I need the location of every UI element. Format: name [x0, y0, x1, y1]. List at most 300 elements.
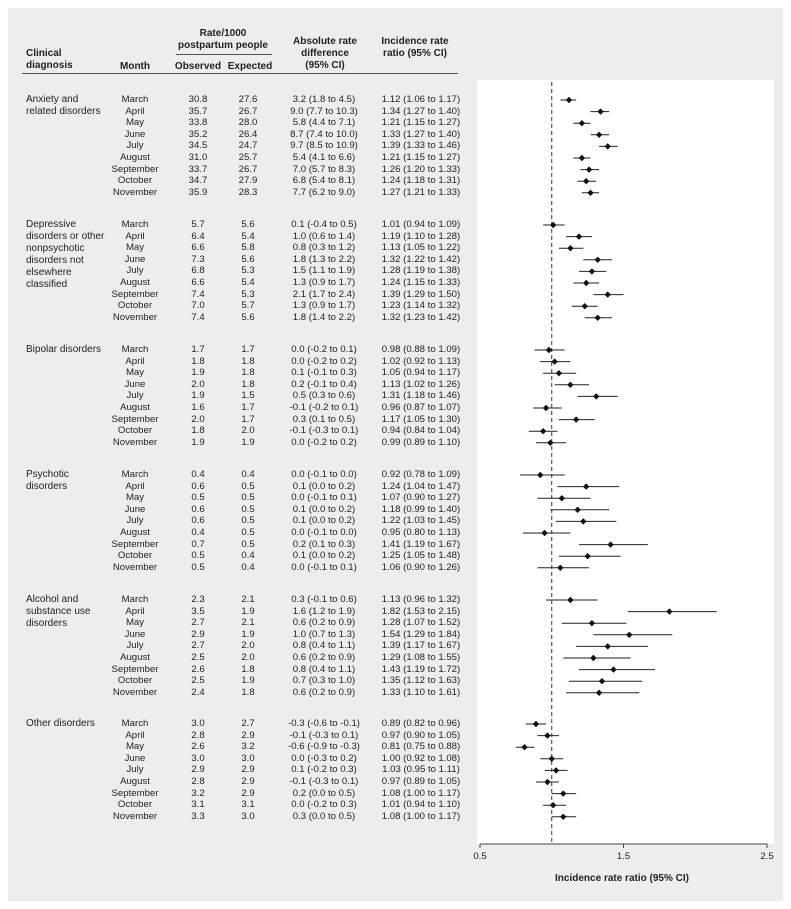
- irr-cell: 1.41 (1.19 to 1.67): [381, 538, 461, 550]
- diagnosis-label: Alcohol and substance use disorders: [26, 594, 91, 629]
- expected-cell: 0.5: [241, 503, 255, 515]
- month-cell: June: [124, 378, 146, 390]
- expected-cell: 27.6: [238, 94, 258, 105]
- irr-cell: 1.24 (1.15 to 1.33): [381, 277, 461, 288]
- rate-difference-cell: 0.1 (-0.1 to 0.3): [291, 367, 357, 379]
- expected-cell: 28.0: [238, 117, 258, 129]
- observed-cell: 0.5: [191, 561, 205, 573]
- rate-difference-cell: 0.8 (0.4 to 1.1): [292, 640, 356, 652]
- irr-cell: 0.96 (0.87 to 1.07): [381, 402, 461, 413]
- point-estimate-marker: [560, 790, 566, 796]
- rate-difference-cell: 0.7 (0.3 to 1.0): [292, 675, 356, 687]
- month-cell: April: [125, 605, 145, 617]
- point-estimate-marker: [605, 643, 611, 649]
- expected-cell: 1.8: [241, 355, 255, 367]
- irr-cell: 1.26 (1.20 to 1.33): [381, 163, 461, 175]
- observed-cell: 1.9: [191, 367, 205, 379]
- x-tick-label: 1.5: [616, 851, 631, 862]
- irr-cell: 1.22 (1.03 to 1.45): [381, 515, 461, 527]
- irr-cell: 0.94 (0.84 to 1.04): [381, 425, 461, 437]
- expected-cell: 1.7: [241, 344, 255, 355]
- observed-cell: 2.3: [191, 594, 205, 605]
- irr-cell: 1.33 (1.10 to 1.61): [381, 686, 461, 698]
- month-cell: July: [126, 390, 144, 402]
- expected-cell: 3.2: [241, 741, 255, 753]
- irr-cell: 1.32 (1.22 to 1.42): [381, 253, 461, 265]
- observed-cell: 2.5: [191, 675, 205, 687]
- rate-difference-cell: 0.8 (0.3 to 1.2): [292, 242, 356, 254]
- header-rate-group: Rate/1000 postpartum people: [177, 28, 268, 51]
- irr-cell: 0.92 (0.78 to 1.09): [381, 469, 461, 480]
- observed-cell: 0.5: [191, 550, 205, 562]
- observed-cell: 35.7: [188, 105, 208, 117]
- month-cell: May: [125, 242, 145, 254]
- point-estimate-marker: [537, 472, 543, 478]
- expected-cell: 2.0: [241, 640, 255, 652]
- month-cell: March: [121, 219, 149, 230]
- rate-difference-cell: 0.0 (-0.1 to 0.0): [291, 469, 357, 480]
- observed-cell: 2.8: [191, 729, 205, 741]
- irr-cell: 1.23 (1.14 to 1.32): [381, 300, 461, 312]
- observed-cell: 1.8: [191, 425, 205, 437]
- irr-cell: 1.54 (1.29 to 1.84): [381, 628, 461, 640]
- point-estimate-marker: [559, 495, 565, 501]
- point-estimate-marker: [607, 541, 613, 547]
- observed-cell: 5.7: [191, 219, 205, 230]
- rate-difference-cell: 0.6 (0.2 to 0.9): [292, 686, 356, 698]
- x-tick-label: 0.5: [473, 851, 487, 862]
- irr-cell: 1.05 (0.94 to 1.17): [381, 367, 461, 379]
- irr-cell: 1.00 (0.92 to 1.08): [381, 752, 461, 764]
- point-estimate-marker: [549, 756, 555, 762]
- expected-cell: 1.9: [241, 436, 255, 448]
- irr-cell: 1.27 (1.21 to 1.33): [381, 186, 461, 198]
- irr-cell: 1.17 (1.05 to 1.30): [381, 413, 461, 425]
- expected-cell: 2.0: [241, 425, 255, 437]
- observed-cell: 2.7: [191, 640, 205, 652]
- point-estimate-marker: [550, 802, 556, 808]
- rate-difference-cell: 0.3 (0.1 to 0.5): [292, 413, 356, 425]
- month-cell: November: [112, 311, 158, 323]
- rate-difference-cell: 0.3 (-0.1 to 0.6): [291, 594, 357, 605]
- header-absolute-rate-difference: Absolute rate difference (95% CI): [293, 36, 357, 71]
- point-estimate-marker: [567, 597, 573, 603]
- observed-cell: 1.7: [191, 344, 205, 355]
- month-cell: September: [111, 288, 159, 300]
- rate-difference-cell: -0.6 (-0.9 to -0.3): [288, 741, 360, 753]
- expected-cell: 2.9: [241, 787, 255, 799]
- point-estimate-marker: [543, 405, 549, 411]
- expected-cell: 0.5: [241, 527, 255, 538]
- rate-difference-cell: 0.0 (-0.2 to 0.2): [291, 436, 357, 448]
- observed-cell: 30.8: [188, 94, 208, 105]
- rate-difference-cell: 0.1 (0.0 to 0.2): [292, 503, 356, 515]
- irr-cell: 1.39 (1.33 to 1.46): [381, 140, 461, 152]
- point-estimate-marker: [666, 608, 672, 614]
- point-estimate-marker: [582, 303, 588, 309]
- expected-cell: 0.5: [241, 492, 255, 504]
- observed-cell: 7.3: [191, 253, 205, 265]
- month-cell: May: [125, 617, 145, 629]
- irr-cell: 1.08 (1.00 to 1.17): [381, 810, 461, 822]
- observed-cell: 31.0: [188, 152, 208, 163]
- rate-difference-cell: 3.2 (1.8 to 4.5): [292, 94, 356, 105]
- rate-difference-cell: 7.0 (5.7 to 8.3): [292, 163, 356, 175]
- irr-cell: 1.13 (1.02 to 1.26): [381, 378, 461, 390]
- point-estimate-marker: [541, 530, 547, 536]
- rate-difference-cell: 1.0 (0.6 to 1.4): [292, 230, 356, 242]
- irr-cell: 1.01 (0.94 to 1.10): [381, 799, 461, 811]
- observed-cell: 6.8: [191, 265, 205, 277]
- observed-cell: 1.6: [191, 402, 205, 413]
- month-cell: August: [120, 402, 150, 413]
- diagnosis-label: Other disorders: [26, 718, 95, 729]
- point-estimate-marker: [544, 779, 550, 785]
- irr-cell: 1.13 (1.05 to 1.22): [381, 242, 461, 254]
- month-cell: April: [125, 105, 145, 117]
- month-cell: September: [111, 787, 159, 799]
- month-cell: July: [126, 265, 144, 277]
- rate-difference-cell: -0.1 (-0.3 to 0.1): [289, 776, 359, 787]
- point-estimate-marker: [573, 416, 579, 422]
- rate-difference-cell: 0.2 (0.0 to 0.5): [292, 787, 356, 799]
- month-cell: October: [117, 425, 153, 437]
- month-cell: September: [111, 163, 159, 175]
- irr-cell: 1.33 (1.27 to 1.40): [381, 128, 461, 140]
- irr-cell: 1.13 (0.96 to 1.32): [381, 594, 461, 605]
- observed-cell: 2.4: [191, 686, 205, 698]
- observed-cell: 3.3: [191, 810, 205, 822]
- point-estimate-marker: [547, 440, 553, 446]
- rate-difference-cell: 0.1 (0.0 to 0.2): [292, 515, 356, 527]
- rate-difference-cell: 0.2 (-0.1 to 0.4): [291, 378, 357, 390]
- point-estimate-marker: [586, 166, 592, 172]
- observed-cell: 34.7: [188, 175, 208, 187]
- expected-cell: 5.3: [241, 288, 255, 300]
- month-cell: June: [124, 752, 146, 764]
- point-estimate-marker: [597, 108, 603, 114]
- rate-difference-cell: 7.7 (6.2 to 9.0): [292, 186, 356, 198]
- month-cell: October: [117, 550, 153, 562]
- month-cell: May: [125, 492, 145, 504]
- month-cell: May: [125, 117, 145, 129]
- rate-difference-cell: 0.0 (-0.1 to 0.1): [291, 561, 357, 573]
- point-estimate-marker: [550, 222, 556, 228]
- expected-cell: 1.8: [241, 686, 255, 698]
- observed-cell: 3.1: [191, 799, 205, 811]
- observed-cell: 2.9: [191, 628, 205, 640]
- month-cell: June: [124, 128, 146, 140]
- observed-cell: 0.6: [191, 503, 205, 515]
- observed-cell: 6.4: [191, 230, 205, 242]
- observed-cell: 2.7: [191, 617, 205, 629]
- irr-cell: 1.18 (0.99 to 1.40): [381, 503, 461, 515]
- point-estimate-marker: [599, 678, 605, 684]
- point-estimate-marker: [626, 632, 632, 638]
- irr-cell: 1.35 (1.12 to 1.63): [381, 675, 461, 687]
- month-cell: November: [112, 810, 158, 822]
- month-cell: July: [126, 515, 144, 527]
- expected-cell: 1.8: [241, 663, 255, 675]
- month-cell: August: [120, 776, 150, 787]
- point-estimate-marker: [596, 690, 602, 696]
- point-estimate-marker: [594, 315, 600, 321]
- irr-cell: 1.06 (0.90 to 1.26): [381, 561, 461, 573]
- point-estimate-marker: [579, 120, 585, 126]
- month-cell: July: [126, 764, 144, 776]
- observed-cell: 0.4: [191, 469, 205, 480]
- expected-cell: 5.6: [241, 253, 255, 265]
- month-cell: March: [121, 594, 149, 605]
- rate-difference-cell: 0.6 (0.2 to 0.9): [292, 652, 356, 663]
- irr-cell: 0.89 (0.82 to 0.96): [381, 718, 461, 729]
- header-incidence-rate-ratio: Incidence rate ratio (95% CI): [381, 36, 449, 59]
- point-estimate-marker: [574, 507, 580, 513]
- expected-cell: 1.9: [241, 628, 255, 640]
- expected-cell: 0.4: [241, 550, 255, 562]
- observed-cell: 3.0: [191, 752, 205, 764]
- month-cell: November: [112, 686, 158, 698]
- irr-cell: 0.81 (0.75 to 0.88): [381, 741, 461, 753]
- irr-cell: 1.28 (1.07 to 1.52): [381, 617, 461, 629]
- observed-cell: 2.8: [191, 776, 205, 787]
- observed-cell: 3.5: [191, 605, 205, 617]
- month-cell: August: [120, 152, 150, 163]
- expected-cell: 0.5: [241, 480, 255, 492]
- month-cell: June: [124, 503, 146, 515]
- rate-difference-cell: 5.8 (4.4 to 7.1): [292, 117, 356, 129]
- irr-cell: 1.01 (0.94 to 1.09): [381, 219, 461, 230]
- observed-cell: 0.6: [191, 480, 205, 492]
- expected-cell: 5.8: [241, 242, 255, 254]
- expected-cell: 0.5: [241, 538, 255, 550]
- irr-cell: 1.19 (1.10 to 1.28): [381, 230, 461, 242]
- month-cell: March: [121, 94, 149, 105]
- irr-cell: 1.08 (1.00 to 1.17): [381, 787, 461, 799]
- observed-cell: 34.5: [188, 140, 208, 152]
- point-estimate-marker: [533, 721, 539, 727]
- month-cell: September: [111, 538, 159, 550]
- month-cell: October: [117, 675, 153, 687]
- diagnosis-label: Anxiety and related disorders: [26, 94, 101, 117]
- point-estimate-marker: [546, 347, 552, 353]
- observed-cell: 7.4: [191, 288, 205, 300]
- rate-difference-cell: 0.0 (-0.2 to 0.1): [291, 344, 357, 355]
- header-expected: Expected: [227, 61, 273, 72]
- expected-cell: 0.5: [241, 515, 255, 527]
- expected-cell: 1.8: [241, 378, 255, 390]
- expected-cell: 24.7: [238, 140, 258, 152]
- irr-cell: 1.43 (1.19 to 1.72): [381, 663, 461, 675]
- expected-cell: 1.8: [241, 367, 255, 379]
- rate-difference-cell: 2.1 (1.7 to 2.4): [292, 288, 356, 300]
- irr-cell: 1.32 (1.23 to 1.42): [381, 311, 461, 323]
- expected-cell: 0.4: [241, 469, 255, 480]
- expected-cell: 5.4: [241, 277, 255, 288]
- expected-cell: 1.9: [241, 675, 255, 687]
- rate-difference-cell: 1.8 (1.3 to 2.2): [292, 253, 356, 265]
- point-estimate-marker: [590, 655, 596, 661]
- irr-cell: 1.29 (1.08 to 1.55): [381, 652, 461, 663]
- rate-difference-cell: 1.8 (1.4 to 2.2): [292, 311, 356, 323]
- observed-cell: 2.6: [191, 663, 205, 675]
- expected-cell: 5.6: [241, 311, 255, 323]
- point-estimate-marker: [583, 178, 589, 184]
- irr-cell: 1.24 (1.04 to 1.47): [381, 480, 461, 492]
- observed-cell: 2.5: [191, 652, 205, 663]
- rate-difference-cell: 0.0 (-0.1 to 0.0): [291, 527, 357, 538]
- point-estimate-marker: [583, 483, 589, 489]
- observed-cell: 35.9: [188, 186, 208, 198]
- expected-cell: 1.5: [241, 390, 255, 402]
- observed-cell: 0.5: [191, 492, 205, 504]
- expected-cell: 5.7: [241, 300, 255, 312]
- irr-cell: 1.25 (1.05 to 1.48): [381, 550, 461, 562]
- irr-cell: 1.02 (0.92 to 1.13): [381, 355, 461, 367]
- irr-cell: 1.21 (1.15 to 1.27): [381, 152, 461, 163]
- expected-cell: 5.6: [241, 219, 255, 230]
- irr-cell: 1.39 (1.29 to 1.50): [381, 288, 461, 300]
- x-axis-label: Incidence rate ratio (95% CI): [555, 873, 689, 884]
- expected-cell: 5.4: [241, 230, 255, 242]
- irr-cell: 0.97 (0.90 to 1.05): [381, 729, 461, 741]
- irr-cell: 1.28 (1.19 to 1.38): [381, 265, 461, 277]
- expected-cell: 27.9: [238, 175, 258, 187]
- point-estimate-marker: [553, 767, 559, 773]
- observed-cell: 7.0: [191, 300, 205, 312]
- expected-cell: 2.7: [241, 718, 255, 729]
- month-cell: April: [125, 230, 145, 242]
- observed-cell: 3.0: [191, 718, 205, 729]
- expected-cell: 3.0: [241, 752, 255, 764]
- expected-cell: 2.0: [241, 652, 255, 663]
- x-tick-label: 2.5: [760, 851, 774, 862]
- month-cell: May: [125, 367, 145, 379]
- point-estimate-marker: [605, 143, 611, 149]
- observed-cell: 33.8: [188, 117, 208, 129]
- point-estimate-marker: [551, 358, 557, 364]
- expected-cell: 26.7: [238, 163, 258, 175]
- point-estimate-marker: [593, 393, 599, 399]
- rate-difference-cell: 0.1 (-0.2 to 0.3): [291, 764, 357, 776]
- observed-cell: 0.4: [191, 527, 205, 538]
- month-cell: September: [111, 413, 159, 425]
- expected-cell: 26.7: [238, 105, 258, 117]
- expected-cell: 2.1: [241, 617, 255, 629]
- observed-cell: 1.9: [191, 390, 205, 402]
- expected-cell: 3.1: [241, 799, 255, 811]
- irr-cell: 1.21 (1.15 to 1.27): [381, 117, 461, 129]
- diagnosis-label: Depressive disorders or other nonpsychotic disorders not elsewhere classified: [26, 219, 105, 290]
- observed-cell: 1.8: [191, 355, 205, 367]
- rate-difference-cell: -0.1 (-0.3 to 0.1): [289, 425, 359, 437]
- irr-cell: 1.34 (1.27 to 1.40): [381, 105, 461, 117]
- irr-cell: 1.39 (1.17 to 1.67): [381, 640, 461, 652]
- observed-cell: 6.6: [191, 242, 205, 254]
- month-cell: November: [112, 436, 158, 448]
- irr-cell: 0.98 (0.88 to 1.09): [381, 344, 461, 355]
- point-estimate-marker: [605, 291, 611, 297]
- rate-difference-cell: 1.0 (0.7 to 1.3): [292, 628, 356, 640]
- rate-difference-cell: 0.1 (0.0 to 0.2): [292, 480, 356, 492]
- point-estimate-marker: [579, 155, 585, 161]
- rate-difference-cell: 1.6 (1.2 to 1.9): [292, 605, 356, 617]
- rate-difference-cell: 1.5 (1.1 to 1.9): [292, 265, 356, 277]
- rate-difference-cell: 0.0 (-0.1 to 0.1): [291, 492, 357, 504]
- rate-difference-cell: 1.3 (0.9 to 1.7): [292, 300, 356, 312]
- rate-difference-cell: 0.0 (-0.2 to 0.2): [291, 355, 357, 367]
- expected-cell: 26.4: [238, 128, 258, 140]
- month-cell: August: [120, 527, 150, 538]
- rate-difference-cell: -0.1 (-0.3 to 0.1): [289, 729, 359, 741]
- month-cell: April: [125, 355, 145, 367]
- point-estimate-marker: [540, 428, 546, 434]
- observed-cell: 0.7: [191, 538, 205, 550]
- point-estimate-marker: [521, 744, 527, 750]
- point-estimate-marker: [544, 732, 550, 738]
- irr-cell: 1.07 (0.90 to 1.27): [381, 492, 461, 504]
- observed-cell: 3.2: [191, 787, 205, 799]
- month-cell: March: [121, 469, 149, 480]
- rate-difference-cell: 5.4 (4.1 to 6.6): [292, 152, 356, 163]
- expected-cell: 2.9: [241, 764, 255, 776]
- point-estimate-marker: [596, 132, 602, 138]
- header-observed: Observed: [174, 61, 222, 72]
- month-cell: March: [121, 344, 149, 355]
- expected-cell: 2.9: [241, 776, 255, 787]
- observed-cell: 33.7: [188, 163, 208, 175]
- point-estimate-marker: [566, 97, 572, 103]
- point-estimate-marker: [584, 553, 590, 559]
- expected-cell: 5.3: [241, 265, 255, 277]
- month-cell: June: [124, 253, 146, 265]
- month-cell: August: [120, 277, 150, 288]
- point-estimate-marker: [587, 190, 593, 196]
- rate-difference-cell: 0.0 (-0.3 to 0.2): [291, 752, 357, 764]
- rate-difference-cell: 0.0 (-0.2 to 0.3): [291, 799, 357, 811]
- month-cell: October: [117, 799, 153, 811]
- month-cell: May: [125, 741, 145, 753]
- rate-difference-cell: 6.8 (5.4 to 8.1): [292, 175, 356, 187]
- point-estimate-marker: [567, 382, 573, 388]
- observed-cell: 2.9: [191, 764, 205, 776]
- irr-cell: 0.99 (0.89 to 1.10): [381, 436, 461, 448]
- month-cell: November: [112, 186, 158, 198]
- rate-difference-cell: 9.0 (7.7 to 10.3): [290, 105, 358, 117]
- irr-cell: 0.97 (0.89 to 1.05): [381, 776, 461, 787]
- header-clinical-diagnosis: Clinical diagnosis: [26, 48, 73, 71]
- irr-cell: 1.31 (1.18 to 1.46): [381, 390, 461, 402]
- rate-difference-cell: 1.3 (0.9 to 1.7): [292, 277, 356, 288]
- rate-difference-cell: 0.5 (0.3 to 0.6): [292, 390, 356, 402]
- point-estimate-marker: [589, 620, 595, 626]
- rate-difference-cell: 9.7 (8.5 to 10.9): [290, 140, 358, 152]
- month-cell: April: [125, 729, 145, 741]
- rate-difference-cell: 0.1 (-0.4 to 0.5): [291, 219, 357, 230]
- rate-difference-cell: 0.6 (0.2 to 0.9): [292, 617, 356, 629]
- expected-cell: 0.4: [241, 561, 255, 573]
- observed-cell: 6.6: [191, 277, 205, 288]
- expected-cell: 1.7: [241, 402, 255, 413]
- month-cell: October: [117, 175, 153, 187]
- point-estimate-marker: [610, 666, 616, 672]
- expected-cell: 1.9: [241, 605, 255, 617]
- diagnosis-label: Bipolar disorders: [26, 344, 102, 355]
- irr-cell: 1.03 (0.95 to 1.11): [382, 764, 460, 776]
- header-month: Month: [120, 61, 150, 72]
- point-estimate-marker: [567, 245, 573, 251]
- month-cell: June: [124, 628, 146, 640]
